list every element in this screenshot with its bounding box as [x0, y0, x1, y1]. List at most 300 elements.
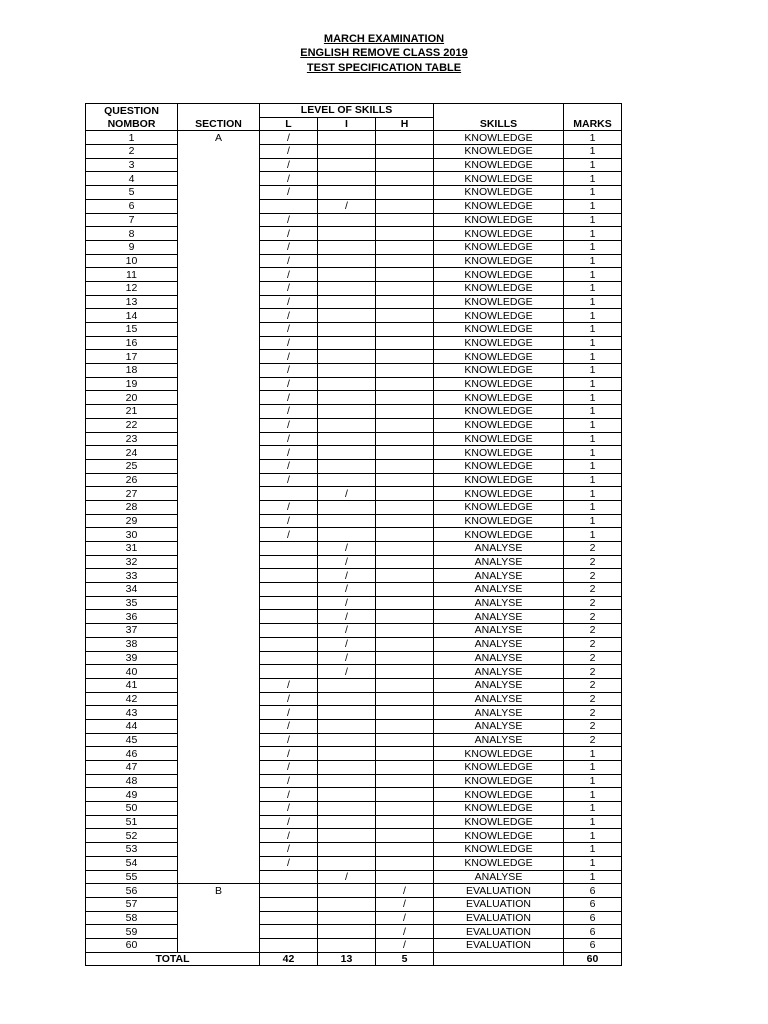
level-i-cell: /: [318, 637, 376, 651]
table-row: [86, 870, 622, 884]
question-number-cell: 23: [86, 432, 178, 446]
question-number-cell: 21: [86, 405, 178, 419]
level-i-cell: /: [318, 542, 376, 556]
table-row: [86, 227, 622, 241]
skill-cell: ANALYSE: [434, 678, 564, 692]
level-l-cell: [260, 938, 318, 952]
level-l-cell: [260, 569, 318, 583]
level-l-cell: /: [260, 254, 318, 268]
question-number-cell: 8: [86, 227, 178, 241]
section-cell: [178, 733, 260, 747]
question-number-cell: 60: [86, 938, 178, 952]
skill-cell: KNOWLEDGE: [434, 295, 564, 309]
level-i-cell: /: [318, 583, 376, 597]
level-l-cell: /: [260, 829, 318, 843]
question-number-cell: 34: [86, 583, 178, 597]
level-h-cell: [376, 624, 434, 638]
question-number-cell: 40: [86, 665, 178, 679]
table-row: [86, 514, 622, 528]
marks-cell: 1: [564, 323, 622, 337]
level-i-cell: /: [318, 199, 376, 213]
table-row: [86, 555, 622, 569]
level-l-cell: /: [260, 473, 318, 487]
total-level-i: 13: [318, 952, 376, 966]
level-i-cell: [318, 473, 376, 487]
table-row: [86, 295, 622, 309]
question-number-cell: 48: [86, 774, 178, 788]
level-l-cell: /: [260, 446, 318, 460]
level-h-cell: [376, 583, 434, 597]
level-l-cell: [260, 624, 318, 638]
marks-cell: 1: [564, 528, 622, 542]
level-i-cell: [318, 802, 376, 816]
question-number-cell: 7: [86, 213, 178, 227]
level-h-cell: [376, 131, 434, 145]
question-number-cell: 42: [86, 692, 178, 706]
skill-cell: KNOWLEDGE: [434, 514, 564, 528]
marks-cell: 2: [564, 678, 622, 692]
marks-cell: 1: [564, 377, 622, 391]
level-i-cell: [318, 897, 376, 911]
table-row: [86, 377, 622, 391]
question-number-cell: 17: [86, 350, 178, 364]
level-l-cell: /: [260, 528, 318, 542]
level-h-cell: [376, 377, 434, 391]
level-l-cell: /: [260, 240, 318, 254]
table-row: [86, 678, 622, 692]
level-i-cell: [318, 459, 376, 473]
marks-cell: 1: [564, 774, 622, 788]
section-cell: [178, 774, 260, 788]
header-skills: SKILLS: [434, 117, 564, 131]
level-i-cell: [318, 158, 376, 172]
level-i-cell: [318, 761, 376, 775]
level-i-cell: [318, 268, 376, 282]
skill-cell: KNOWLEDGE: [434, 213, 564, 227]
marks-cell: 1: [564, 870, 622, 884]
level-l-cell: [260, 596, 318, 610]
marks-cell: 2: [564, 555, 622, 569]
question-number-cell: 50: [86, 802, 178, 816]
question-number-cell: 19: [86, 377, 178, 391]
skill-cell: KNOWLEDGE: [434, 856, 564, 870]
level-i-cell: [318, 884, 376, 898]
level-h-cell: [376, 815, 434, 829]
level-i-cell: /: [318, 624, 376, 638]
level-l-cell: /: [260, 802, 318, 816]
level-h-cell: [376, 199, 434, 213]
question-number-cell: 49: [86, 788, 178, 802]
marks-cell: 1: [564, 199, 622, 213]
table-row: [86, 418, 622, 432]
skill-cell: EVALUATION: [434, 884, 564, 898]
level-h-cell: [376, 432, 434, 446]
question-number-cell: 6: [86, 199, 178, 213]
level-h-cell: [376, 555, 434, 569]
section-cell: [178, 788, 260, 802]
specification-table: [85, 103, 622, 966]
marks-cell: 1: [564, 459, 622, 473]
marks-cell: 1: [564, 391, 622, 405]
question-number-cell: 10: [86, 254, 178, 268]
skill-cell: EVALUATION: [434, 897, 564, 911]
skill-cell: ANALYSE: [434, 870, 564, 884]
table-row: [86, 788, 622, 802]
header-row-1: [86, 104, 622, 118]
level-h-cell: /: [376, 925, 434, 939]
table-row: [86, 145, 622, 159]
level-i-cell: [318, 843, 376, 857]
level-l-cell: /: [260, 158, 318, 172]
level-l-cell: /: [260, 213, 318, 227]
table-row: [86, 172, 622, 186]
skill-cell: ANALYSE: [434, 706, 564, 720]
question-number-cell: 20: [86, 391, 178, 405]
level-l-cell: /: [260, 323, 318, 337]
table-row: [86, 131, 622, 145]
level-l-cell: /: [260, 131, 318, 145]
title-line-1: MARCH EXAMINATION: [323, 33, 445, 45]
section-cell: [178, 309, 260, 323]
table-row: [86, 843, 622, 857]
skill-cell: KNOWLEDGE: [434, 843, 564, 857]
table-row: [86, 569, 622, 583]
table-row: [86, 692, 622, 706]
level-l-cell: /: [260, 405, 318, 419]
marks-cell: 6: [564, 925, 622, 939]
question-number-cell: 12: [86, 281, 178, 295]
question-number-cell: 38: [86, 637, 178, 651]
question-number-cell: 51: [86, 815, 178, 829]
table-row: [86, 925, 622, 939]
marks-cell: 1: [564, 418, 622, 432]
skill-cell: KNOWLEDGE: [434, 199, 564, 213]
table-row: [86, 897, 622, 911]
skill-cell: ANALYSE: [434, 665, 564, 679]
section-cell: [178, 268, 260, 282]
skill-cell: KNOWLEDGE: [434, 473, 564, 487]
header-row-2: [86, 117, 622, 131]
question-number-cell: 59: [86, 925, 178, 939]
section-cell: [178, 870, 260, 884]
level-i-cell: [318, 323, 376, 337]
level-i-cell: [318, 747, 376, 761]
marks-cell: 1: [564, 350, 622, 364]
section-cell: [178, 569, 260, 583]
table-row: [86, 268, 622, 282]
marks-cell: 1: [564, 295, 622, 309]
skill-cell: ANALYSE: [434, 569, 564, 583]
question-number-cell: 45: [86, 733, 178, 747]
level-l-cell: /: [260, 843, 318, 857]
level-h-cell: [376, 788, 434, 802]
skill-cell: ANALYSE: [434, 719, 564, 733]
section-cell: [178, 829, 260, 843]
question-number-cell: 41: [86, 678, 178, 692]
level-h-cell: [376, 473, 434, 487]
skill-cell: KNOWLEDGE: [434, 309, 564, 323]
skill-cell: KNOWLEDGE: [434, 131, 564, 145]
section-cell: [178, 514, 260, 528]
table-row: [86, 651, 622, 665]
level-h-cell: /: [376, 884, 434, 898]
section-cell: [178, 377, 260, 391]
level-h-cell: [376, 446, 434, 460]
section-cell: [178, 747, 260, 761]
section-cell: [178, 213, 260, 227]
question-number-cell: 32: [86, 555, 178, 569]
section-cell: [178, 897, 260, 911]
section-cell: [178, 610, 260, 624]
section-cell: [178, 432, 260, 446]
level-l-cell: /: [260, 678, 318, 692]
level-i-cell: [318, 418, 376, 432]
table-row: [86, 528, 622, 542]
table-row: [86, 487, 622, 501]
table-row: [86, 158, 622, 172]
header-marks-top: [564, 104, 622, 118]
level-l-cell: /: [260, 350, 318, 364]
question-number-cell: 16: [86, 336, 178, 350]
marks-cell: 1: [564, 487, 622, 501]
level-l-cell: /: [260, 281, 318, 295]
skill-cell: KNOWLEDGE: [434, 459, 564, 473]
marks-cell: 6: [564, 938, 622, 952]
marks-cell: 6: [564, 897, 622, 911]
level-l-cell: /: [260, 145, 318, 159]
level-h-cell: [376, 158, 434, 172]
table-body: [86, 104, 622, 966]
level-i-cell: /: [318, 596, 376, 610]
table-row: [86, 733, 622, 747]
level-i-cell: [318, 131, 376, 145]
question-number-cell: 15: [86, 323, 178, 337]
section-cell: [178, 938, 260, 952]
table-row: [86, 706, 622, 720]
level-l-cell: /: [260, 788, 318, 802]
skill-cell: KNOWLEDGE: [434, 240, 564, 254]
level-h-cell: [376, 692, 434, 706]
marks-cell: 1: [564, 254, 622, 268]
section-cell: [178, 172, 260, 186]
level-h-cell: [376, 254, 434, 268]
skill-cell: KNOWLEDGE: [434, 528, 564, 542]
section-cell: [178, 227, 260, 241]
level-l-cell: /: [260, 336, 318, 350]
level-h-cell: [376, 678, 434, 692]
marks-cell: 2: [564, 542, 622, 556]
section-cell: [178, 186, 260, 200]
question-number-cell: 14: [86, 309, 178, 323]
table-row: [86, 665, 622, 679]
skill-cell: KNOWLEDGE: [434, 254, 564, 268]
section-cell: [178, 199, 260, 213]
level-l-cell: /: [260, 186, 318, 200]
skill-cell: ANALYSE: [434, 542, 564, 556]
level-l-cell: /: [260, 391, 318, 405]
total-level-h: 5: [376, 952, 434, 966]
level-i-cell: [318, 528, 376, 542]
skill-cell: KNOWLEDGE: [434, 350, 564, 364]
level-h-cell: [376, 405, 434, 419]
marks-cell: 1: [564, 432, 622, 446]
question-number-cell: 29: [86, 514, 178, 528]
section-cell: [178, 391, 260, 405]
question-number-cell: 53: [86, 843, 178, 857]
level-i-cell: [318, 145, 376, 159]
marks-cell: 2: [564, 610, 622, 624]
level-l-cell: [260, 583, 318, 597]
level-h-cell: [376, 829, 434, 843]
level-h-cell: [376, 637, 434, 651]
level-l-cell: /: [260, 227, 318, 241]
level-h-cell: [376, 610, 434, 624]
level-i-cell: [318, 938, 376, 952]
section-cell: [178, 405, 260, 419]
question-number-cell: 1: [86, 131, 178, 145]
marks-cell: 1: [564, 227, 622, 241]
level-i-cell: [318, 350, 376, 364]
level-i-cell: [318, 432, 376, 446]
level-h-cell: [376, 459, 434, 473]
table-row: [86, 637, 622, 651]
level-h-cell: [376, 172, 434, 186]
level-i-cell: [318, 186, 376, 200]
level-i-cell: [318, 774, 376, 788]
level-i-cell: [318, 336, 376, 350]
skill-cell: ANALYSE: [434, 583, 564, 597]
question-number-cell: 30: [86, 528, 178, 542]
question-number-cell: 27: [86, 487, 178, 501]
marks-cell: 6: [564, 911, 622, 925]
level-h-cell: [376, 295, 434, 309]
question-number-cell: 25: [86, 459, 178, 473]
section-cell: [178, 678, 260, 692]
question-number-cell: 55: [86, 870, 178, 884]
section-cell: [178, 528, 260, 542]
question-number-cell: 18: [86, 364, 178, 378]
level-i-cell: [318, 377, 376, 391]
level-i-cell: [318, 391, 376, 405]
title-line-3: TEST SPECIFICATION TABLE: [306, 62, 462, 74]
marks-cell: 2: [564, 706, 622, 720]
level-l-cell: /: [260, 172, 318, 186]
section-cell: [178, 350, 260, 364]
header-section: SECTION: [178, 117, 260, 131]
level-i-cell: [318, 719, 376, 733]
marks-cell: 1: [564, 186, 622, 200]
section-cell: [178, 487, 260, 501]
marks-cell: 2: [564, 596, 622, 610]
level-l-cell: /: [260, 706, 318, 720]
section-cell: [178, 418, 260, 432]
question-number-cell: 22: [86, 418, 178, 432]
table-row: [86, 500, 622, 514]
marks-cell: 6: [564, 884, 622, 898]
level-i-cell: [318, 309, 376, 323]
marks-cell: 2: [564, 569, 622, 583]
level-h-cell: [376, 186, 434, 200]
section-cell: [178, 624, 260, 638]
section-cell: [178, 459, 260, 473]
question-number-cell: 24: [86, 446, 178, 460]
marks-cell: 2: [564, 665, 622, 679]
marks-cell: 1: [564, 405, 622, 419]
question-number-cell: 9: [86, 240, 178, 254]
marks-cell: 1: [564, 172, 622, 186]
marks-cell: 1: [564, 336, 622, 350]
total-label: TOTAL: [86, 952, 260, 966]
level-l-cell: [260, 542, 318, 556]
level-i-cell: [318, 500, 376, 514]
marks-cell: 1: [564, 815, 622, 829]
section-cell: [178, 364, 260, 378]
level-h-cell: [376, 761, 434, 775]
skill-cell: KNOWLEDGE: [434, 774, 564, 788]
skill-cell: KNOWLEDGE: [434, 268, 564, 282]
marks-cell: 2: [564, 692, 622, 706]
level-h-cell: [376, 651, 434, 665]
level-l-cell: [260, 884, 318, 898]
level-i-cell: [318, 172, 376, 186]
level-l-cell: [260, 637, 318, 651]
level-i-cell: [318, 254, 376, 268]
level-h-cell: [376, 733, 434, 747]
header-level-l: L: [260, 117, 318, 131]
level-i-cell: /: [318, 651, 376, 665]
level-l-cell: [260, 610, 318, 624]
question-number-cell: 3: [86, 158, 178, 172]
table-row: [86, 240, 622, 254]
section-cell: [178, 856, 260, 870]
skill-cell: KNOWLEDGE: [434, 377, 564, 391]
section-cell: [178, 596, 260, 610]
section-cell: [178, 542, 260, 556]
table-row: [86, 610, 622, 624]
marks-cell: 1: [564, 473, 622, 487]
skill-cell: KNOWLEDGE: [434, 391, 564, 405]
level-l-cell: /: [260, 815, 318, 829]
marks-cell: 2: [564, 733, 622, 747]
marks-cell: 1: [564, 281, 622, 295]
marks-cell: 1: [564, 802, 622, 816]
table-row: [86, 911, 622, 925]
header-level-of-skills: LEVEL OF SKILLS: [260, 104, 434, 118]
level-l-cell: /: [260, 309, 318, 323]
skill-cell: KNOWLEDGE: [434, 829, 564, 843]
table-row: [86, 199, 622, 213]
level-i-cell: [318, 514, 376, 528]
question-number-cell: 26: [86, 473, 178, 487]
skill-cell: KNOWLEDGE: [434, 281, 564, 295]
skill-cell: ANALYSE: [434, 624, 564, 638]
section-cell: [178, 665, 260, 679]
level-h-cell: [376, 706, 434, 720]
level-l-cell: [260, 870, 318, 884]
level-h-cell: [376, 665, 434, 679]
question-number-cell: 58: [86, 911, 178, 925]
level-i-cell: /: [318, 870, 376, 884]
level-l-cell: /: [260, 268, 318, 282]
table-row: [86, 446, 622, 460]
table-row: [86, 281, 622, 295]
table-row: [86, 459, 622, 473]
question-number-cell: 35: [86, 596, 178, 610]
level-i-cell: [318, 829, 376, 843]
level-l-cell: /: [260, 295, 318, 309]
total-level-l: 42: [260, 952, 318, 966]
marks-cell: 1: [564, 514, 622, 528]
